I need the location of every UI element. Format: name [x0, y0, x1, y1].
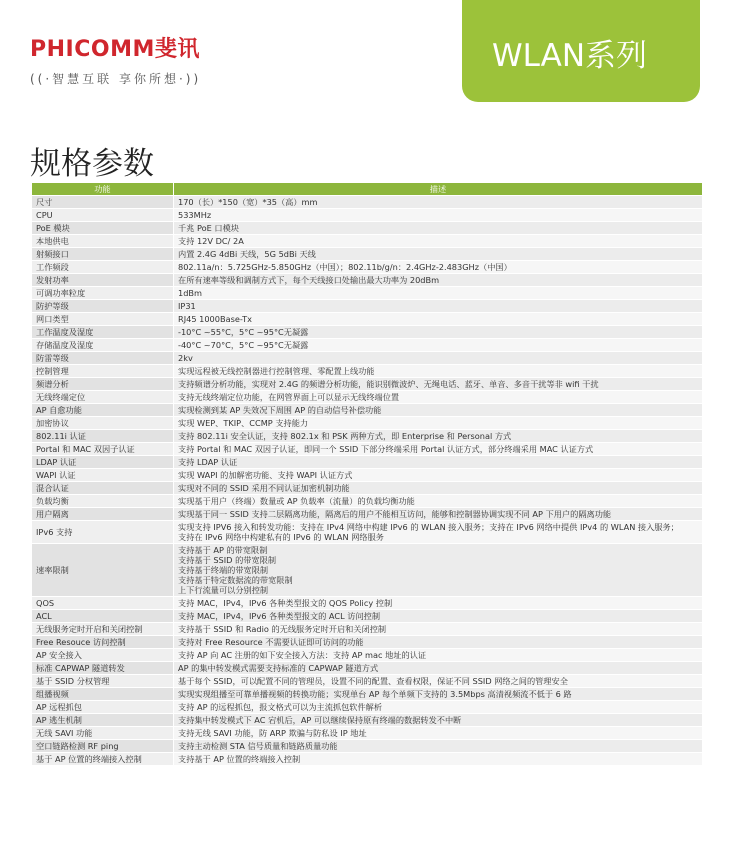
table-row	[32, 740, 703, 753]
feature-cell: AP 逃生机制	[32, 714, 174, 727]
description-cell: 支持无线终端定位功能，在网管界面上可以显示无线终端位置	[174, 391, 703, 404]
feature-cell: 用户隔离	[32, 508, 174, 521]
description-cell: 千兆 PoE 口模块	[174, 222, 703, 235]
table-row	[32, 430, 703, 443]
description-cell: AP 的集中转发模式需要支持标准的 CAPWAP 隧道方式	[174, 662, 703, 675]
description-cell: IP31	[174, 300, 703, 313]
feature-cell: 组播视频	[32, 688, 174, 701]
feature-cell: 加密协议	[32, 417, 174, 430]
table-row	[32, 701, 703, 714]
brand-slogan: ((·智慧互联 享你所想·))	[30, 72, 202, 86]
table-row	[32, 365, 703, 378]
table-row	[32, 274, 703, 287]
table-row	[32, 610, 703, 623]
table-row	[32, 313, 703, 326]
table-row	[32, 636, 703, 649]
table-row	[32, 261, 703, 274]
description-cell: 支持 MAC，IPv4，IPv6 各种类型报文的 ACL 访问控制	[174, 610, 703, 623]
table-row	[32, 352, 703, 365]
description-cell: 支持 MAC，IPv4，IPv6 各种类型报文的 QOS Policy 控制	[174, 597, 703, 610]
table-row	[32, 339, 703, 352]
table-row	[32, 417, 703, 430]
feature-cell: 无线终端定位	[32, 391, 174, 404]
table-row	[32, 544, 703, 597]
table-row	[32, 326, 703, 339]
table-row	[32, 287, 703, 300]
feature-cell: AP 远程抓包	[32, 701, 174, 714]
description-cell: 支持集中转发模式下 AC 宕机后，AP 可以继续保持原有终端的数据转发不中断	[174, 714, 703, 727]
table-row	[32, 623, 703, 636]
table-row	[32, 597, 703, 610]
description-cell: 基于每个 SSID，可以配置不同的管理员，设置不同的配置、查看权限，保证不同 SSID 网络之间的管理安全	[174, 675, 703, 688]
table-row	[32, 469, 703, 482]
table-row	[32, 456, 703, 469]
feature-cell: 存储温度及湿度	[32, 339, 174, 352]
phicomm-logo	[30, 38, 201, 87]
spec-table-container	[31, 182, 702, 766]
feature-cell: 无线 SAVI 功能	[32, 727, 174, 740]
feature-cell: 空口链路检测 RF ping	[32, 740, 174, 753]
table-row	[32, 688, 703, 701]
description-cell: 1dBm	[174, 287, 703, 300]
spec-table	[31, 182, 703, 766]
description-cell: 支持基于 AP 的带宽限制 支持基于 SSID 的带宽限制 支持基于终端的带宽限制 支持基于特定数据流的带宽限制 上下行流量可以分别控制	[174, 544, 703, 597]
table-row	[32, 521, 703, 544]
feature-cell: 无线服务定时开启和关闭控制	[32, 623, 174, 636]
page-title: 规格参数	[30, 146, 154, 182]
table-row	[32, 482, 703, 495]
description-cell: 支持 AP 向 AC 注册的如下安全接入方法：支持 AP mac 地址的认证	[174, 649, 703, 662]
feature-cell: 射频接口	[32, 248, 174, 261]
description-cell: 在所有速率等级和调制方式下，每个天线接口处输出最大功率为 20dBm	[174, 274, 703, 287]
description-cell: 实现实现组播至可靠单播视频的转换功能；实现单台 AP 每个单频下支持的 3.5Mbps 高清视频流不低于 6 路	[174, 688, 703, 701]
description-cell: 支持 LDAP 认证	[174, 456, 703, 469]
brand-latin: PHICOMM	[30, 37, 155, 62]
description-cell: -40°C ~70°C，5°C ~95°C无凝露	[174, 339, 703, 352]
description-cell: 支持 AP 的远程抓包，报文格式可以为主流抓包软件解析	[174, 701, 703, 714]
description-cell: 实现基于用户（终端）数量或 AP 负载率（流量）的负载均衡功能	[174, 495, 703, 508]
description-cell: 802.11a/n：5.725GHz-5.850GHz（中国）；802.11b/g/n：2.4GHz-2.483GHz（中国）	[174, 261, 703, 274]
feature-cell: CPU	[32, 209, 174, 222]
feature-cell: 工作温度及湿度	[32, 326, 174, 339]
table-row	[32, 300, 703, 313]
table-row	[32, 714, 703, 727]
feature-cell: 基于 SSID 分权管理	[32, 675, 174, 688]
description-cell: 支持基于 SSID 和 Radio 的无线服务定时开启和关闭控制	[174, 623, 703, 636]
feature-cell: 负载均衡	[32, 495, 174, 508]
feature-cell: 发射功率	[32, 274, 174, 287]
description-cell: 支持 Portal 和 MAC 双因子认证，即同一个 SSID 下部分终端采用 Portal 认证方式，部分终端采用 MAC 认证方式	[174, 443, 703, 456]
table-row	[32, 675, 703, 688]
feature-cell: 标准 CAPWAP 隧道转发	[32, 662, 174, 675]
description-cell: 支持 802.11i 安全认证，支持 802.1x 和 PSK 两种方式，即 Enterprise 和 Personal 方式	[174, 430, 703, 443]
feature-cell: 防雷等级	[32, 352, 174, 365]
description-cell: 内置 2.4G 4dBi 天线，5G 5dBi 天线	[174, 248, 703, 261]
table-row	[32, 662, 703, 675]
description-cell: 533MHz	[174, 209, 703, 222]
table-row	[32, 443, 703, 456]
feature-cell: 频谱分析	[32, 378, 174, 391]
table-row	[32, 222, 703, 235]
description-cell: 170（长）*150（宽）*35（高）mm	[174, 196, 703, 209]
feature-cell: Free Resouce 访问控制	[32, 636, 174, 649]
table-row	[32, 508, 703, 521]
feature-cell: 防护等级	[32, 300, 174, 313]
feature-cell: 尺寸	[32, 196, 174, 209]
table-row	[32, 378, 703, 391]
description-cell: 支持主动检测 STA 信号质量和链路质量功能	[174, 740, 703, 753]
description-cell: 实现 WEP、TKIP、CCMP 支持能力	[174, 417, 703, 430]
feature-cell: 本地供电	[32, 235, 174, 248]
table-row	[32, 209, 703, 222]
description-cell: 实现对不同的 SSID 采用不同认证加密机制功能	[174, 482, 703, 495]
table-row	[32, 649, 703, 662]
description-cell: 2kv	[174, 352, 703, 365]
feature-cell: AP 安全接入	[32, 649, 174, 662]
table-row	[32, 391, 703, 404]
feature-cell: 控制管理	[32, 365, 174, 378]
description-cell: RJ45 1000Base-Tx	[174, 313, 703, 326]
feature-cell: ACL	[32, 610, 174, 623]
feature-cell: PoE 模块	[32, 222, 174, 235]
description-cell: 实现远程被无线控制器进行控制管理、零配置上线功能	[174, 365, 703, 378]
feature-cell: 混合认证	[32, 482, 174, 495]
feature-cell: 速率限制	[32, 544, 174, 597]
spec-table-header	[32, 183, 703, 196]
table-row	[32, 248, 703, 261]
feature-cell: 网口类型	[32, 313, 174, 326]
series-title: WLAN系列	[492, 38, 648, 74]
feature-cell: Portal 和 MAC 双因子认证	[32, 443, 174, 456]
table-row	[32, 727, 703, 740]
description-cell: 支持对 Free Resource 不需要认证即可访问的功能	[174, 636, 703, 649]
description-cell: 支持无线 SAVI 功能，防 ARP 欺骗与防私设 IP 地址	[174, 727, 703, 740]
feature-cell: WAPI 认证	[32, 469, 174, 482]
feature-cell: 802.11i 认证	[32, 430, 174, 443]
description-cell: 实现支持 IPV6 接入和转发功能：支持在 IPv4 网络中构建 IPv6 的 WLAN 接入服务；支持在 IPv6 网络中提供 IPv4 的 WLAN 接入服务； 支持在 IPv6 网络中构建私有的 IPv6 的 WLAN 网络服务	[174, 521, 703, 544]
description-cell: 实现 WAPI 的加解密功能、支持 WAPI 认证方式	[174, 469, 703, 482]
description-cell: 实现检测到某 AP 失效况下周围 AP 的自动信号补偿功能	[174, 404, 703, 417]
table-row	[32, 753, 703, 766]
feature-cell: AP 自愈功能	[32, 404, 174, 417]
spec-table-body	[32, 196, 703, 766]
feature-cell: 工作频段	[32, 261, 174, 274]
series-banner	[462, 0, 700, 102]
description-cell: 实现基于同一 SSID 支持二层隔离功能，隔离后的用户不能相互访问，能够和控制器协调实现不同 AP 下用户的隔离功能	[174, 508, 703, 521]
feature-cell: QOS	[32, 597, 174, 610]
description-cell: 支持频谱分析功能，实现对 2.4G 的频谱分析功能，能识别微波炉、无绳电话、蓝牙、单音、多音干扰等非 wifi 干扰	[174, 378, 703, 391]
table-row	[32, 235, 703, 248]
feature-cell: 基于 AP 位置的终端接入控制	[32, 753, 174, 766]
feature-cell: IPv6 支持	[32, 521, 174, 544]
description-cell: 支持 12V DC/ 2A	[174, 235, 703, 248]
table-row	[32, 404, 703, 417]
feature-cell: LDAP 认证	[32, 456, 174, 469]
column-header-description: 描述	[174, 183, 703, 196]
column-header-feature: 功能	[32, 183, 174, 196]
description-cell: -10°C ~55°C，5°C ~95°C无凝露	[174, 326, 703, 339]
feature-cell: 可调功率粒度	[32, 287, 174, 300]
description-cell: 支持基于 AP 位置的终端接入控制	[174, 753, 703, 766]
table-row	[32, 495, 703, 508]
brand-cn: 斐讯	[154, 37, 200, 62]
table-row	[32, 196, 703, 209]
